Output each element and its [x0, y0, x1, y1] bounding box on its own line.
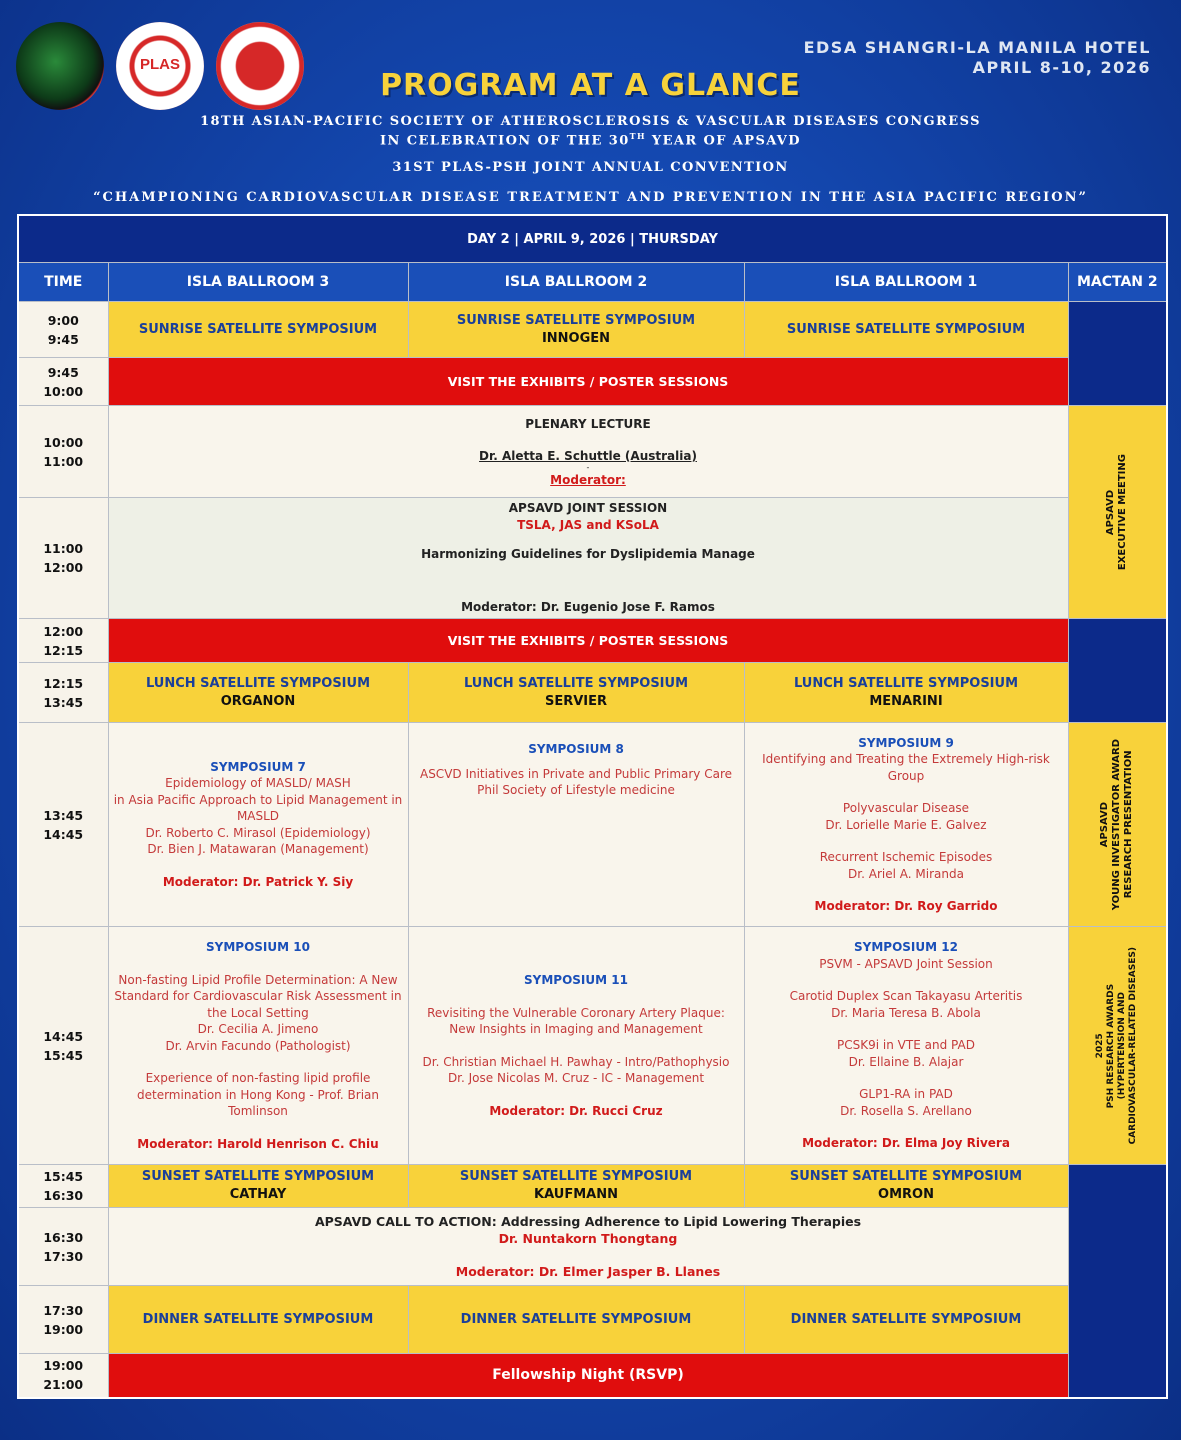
time-end: 16:30 [43, 1188, 84, 1203]
symposium-title: SYMPOSIUM 9 [858, 735, 954, 750]
sunset-b2 [408, 1165, 744, 1208]
sym12-l5: Dr. Ellaine B. Alajar [848, 1054, 964, 1069]
time-cell [18, 1208, 108, 1286]
schedule-table [17, 214, 1168, 1399]
time-end: 11:00 [43, 453, 84, 469]
time-end: 15:45 [43, 1047, 84, 1063]
time-start: 17:30 [43, 1302, 84, 1318]
row-1545 [18, 1165, 1167, 1208]
psh-l2: PSH RESEARCH AWARDS [1106, 983, 1117, 1108]
sym10-l3: Dr. Arvin Facundo (Pathologist) [165, 1038, 351, 1053]
mactan-empty-2 [1068, 619, 1167, 723]
row-1730 [18, 1286, 1167, 1354]
call-to-action [108, 1208, 1068, 1286]
yia-l1: APSAVD [1099, 801, 1111, 848]
mactan-psh-research-awards [1068, 927, 1167, 1165]
venue-dates: APRIL 8-10, 2026 [972, 58, 1151, 77]
lunch-label: LUNCH SATELLITE SYMPOSIUM [463, 675, 689, 691]
time-cell [18, 927, 108, 1165]
sym11-moderator: Moderator: Dr. Rucci Cruz [489, 1103, 663, 1118]
sunset-label: SUNSET SATELLITE SYMPOSIUM [789, 1169, 1023, 1184]
time-end: 13:45 [43, 694, 84, 710]
exhibits-bar: VISIT THE EXHIBITS / POSTER SESSIONS [108, 358, 1068, 406]
row-1900 [18, 1354, 1167, 1398]
time-start: 12:15 [43, 675, 84, 691]
symposium-11 [408, 927, 744, 1165]
sunrise-sponsor: INNOGEN [541, 330, 611, 346]
call-moderator: Moderator: Dr. Elmer Jasper B. Llanes [455, 1264, 721, 1279]
time-cell [18, 302, 108, 358]
row-1345 [18, 723, 1167, 927]
sym10-l4: Experience of non-fasting lipid profile determination in Hong Kong - Prof. Brian Tomlinson [136, 1071, 380, 1118]
sunrise-label: SUNRISE SATELLITE SYMPOSIUM [456, 312, 696, 328]
celebration-pre: IN CELEBRATION OF THE 30 [380, 133, 630, 149]
sym8-l1: ASCVD Initiatives in Private and Public Primary Care [419, 766, 733, 781]
apsavd-joint-session [108, 498, 1068, 619]
sym7-l1: Epidemiology of MASLD/ MASH [165, 776, 351, 791]
celebration-post: YEAR OF APSAVD [645, 133, 801, 149]
sunset-label: SUNSET SATELLITE SYMPOSIUM [459, 1169, 693, 1184]
sunset-b1 [744, 1165, 1068, 1208]
symposium-7 [108, 723, 408, 927]
mactan-executive-meeting [1068, 406, 1167, 619]
row-1445 [18, 927, 1167, 1165]
day-header: DAY 2 | APRIL 9, 2026 | THURSDAY [18, 215, 1167, 263]
row-1215 [18, 663, 1167, 723]
psh-l3: (HYPERTENSION AND [1117, 991, 1128, 1100]
psh-l4: CARDIOVASCULAR-RELATED DISEASES) [1128, 946, 1139, 1145]
celebration-line [0, 129, 1181, 148]
sym10-l1: Non-fasting Lipid Profile Determination: A New Standard for Cardiovascular Risk Assessment in the Local Setting [114, 972, 402, 1020]
sunset-b3 [108, 1165, 408, 1208]
time-end: 9:45 [47, 331, 79, 347]
mactan-empty-3 [1068, 1165, 1167, 1398]
time-start: 13:45 [43, 807, 84, 823]
col-isla-2: ISLA BALLROOM 2 [408, 263, 744, 302]
column-header-row [18, 263, 1167, 302]
symposium-9 [744, 723, 1068, 927]
sunset-sponsor: CATHAY [229, 1187, 287, 1202]
col-isla-3: ISLA BALLROOM 3 [108, 263, 408, 302]
exhibits-bar: VISIT THE EXHIBITS / POSTER SESSIONS [108, 619, 1068, 663]
sym9-l5: Dr. Ariel A. Miranda [848, 866, 964, 881]
joint-moderator: Moderator: Dr. Eugenio Jose F. Ramos [461, 600, 715, 614]
time-start: 19:00 [43, 1358, 84, 1374]
sym12-l4: PCSK9i in VTE and PAD [837, 1038, 975, 1053]
time-cell [18, 723, 108, 927]
sym9-moderator: Moderator: Dr. Roy Garrido [814, 899, 998, 913]
time-start: 9:45 [47, 364, 79, 380]
symposium-title: SYMPOSIUM 8 [528, 742, 624, 756]
page-title: PROGRAM AT A GLANCE [380, 68, 801, 103]
dinner-b1: DINNER SATELLITE SYMPOSIUM [744, 1286, 1068, 1354]
mactan-young-investigator [1068, 723, 1167, 927]
time-cell [18, 498, 108, 619]
sym7-moderator: Moderator: Dr. Patrick Y. Siy [162, 874, 354, 889]
col-isla-1: ISLA BALLROOM 1 [744, 263, 1068, 302]
lunch-sponsor: ORGANON [220, 693, 296, 709]
exec-l2: EXECUTIVE MEETING [1117, 453, 1129, 571]
yia-l3: RESEARCH PRESENTATION [1123, 750, 1135, 899]
row-0900 [18, 302, 1167, 358]
sym9-l3: Dr. Lorielle Marie E. Galvez [825, 817, 987, 832]
symposium-title: SYMPOSIUM 10 [206, 940, 310, 954]
sym8-l2: Phil Society of Lifestyle medicine [477, 783, 675, 797]
dinner-b2: DINNER SATELLITE SYMPOSIUM [408, 1286, 744, 1354]
sym12-l6: GLP1-RA in PAD [859, 1087, 953, 1102]
col-time: TIME [18, 263, 108, 302]
sunset-sponsor: OMRON [878, 1187, 934, 1202]
time-cell [18, 619, 108, 663]
time-cell [18, 1354, 108, 1398]
lunch-sponsor: MENARINI [869, 693, 943, 709]
convention-subtitle: 31ST PLAS-PSH JOINT ANNUAL CONVENTION [392, 160, 789, 175]
plenary-title: PLENARY LECTURE [525, 416, 651, 431]
sym10-l2: Dr. Cecilia A. Jimeno [197, 1022, 319, 1036]
sym12-l3: Dr. Maria Teresa B. Abola [831, 1005, 981, 1020]
dinner-b3: DINNER SATELLITE SYMPOSIUM [108, 1286, 408, 1354]
time-end: 17:30 [43, 1248, 84, 1264]
celebration-sup: TH [629, 131, 646, 141]
symposium-12 [744, 927, 1068, 1165]
time-end: 12:00 [43, 560, 84, 575]
call-title: APSAVD CALL TO ACTION: Addressing Adherence to Lipid Lowering Therapies [314, 1214, 862, 1229]
plenary-dash: - [586, 462, 590, 472]
mactan-empty-1 [1068, 302, 1167, 406]
joint-title: APSAVD JOINT SESSION [508, 501, 668, 515]
plenary-speaker: Dr. Aletta E. Schuttle (Australia) [479, 448, 697, 463]
time-end: 14:45 [43, 826, 84, 842]
time-end: 19:00 [43, 1321, 84, 1337]
fellowship-night: Fellowship Night (RSVP) [108, 1354, 1068, 1398]
row-1000 [18, 406, 1167, 498]
time-cell [18, 1286, 108, 1354]
symposium-8 [408, 723, 744, 927]
joint-orgs: TSLA, JAS and KSoLA [517, 518, 659, 532]
time-start: 10:00 [43, 434, 84, 450]
exec-l1: APSAVD [1105, 489, 1117, 535]
venue-name: EDSA SHANGRI-LA MANILA HOTEL [803, 38, 1151, 57]
sym11-l2: Dr. Christian Michael H. Pawhay - Intro/Pathophysio [422, 1054, 730, 1069]
sym7-l2: in Asia Pacific Approach to Lipid Management in MASLD [113, 792, 403, 824]
lunch-label: LUNCH SATELLITE SYMPOSIUM [145, 675, 371, 691]
sunrise-b1: SUNRISE SATELLITE SYMPOSIUM [744, 302, 1068, 358]
sym9-l2: Polyvascular Disease [842, 801, 970, 815]
sym12-moderator: Moderator: Dr. Elma Joy Rivera [802, 1136, 1010, 1151]
sunset-label: SUNSET SATELLITE SYMPOSIUM [141, 1169, 375, 1184]
sym11-l3: Dr. Jose Nicolas M. Cruz - IC - Management [447, 1071, 705, 1085]
time-cell [18, 663, 108, 723]
sym7-l4: Dr. Bien J. Matawaran (Management) [147, 842, 369, 857]
symposium-10 [108, 927, 408, 1165]
symposium-title: SYMPOSIUM 7 [210, 759, 306, 774]
sym9-l4: Recurrent Ischemic Episodes [819, 850, 993, 864]
lunch-b3 [108, 663, 408, 723]
time-start: 11:00 [43, 541, 84, 556]
time-cell [18, 1165, 108, 1208]
sym12-l1: PSVM - APSAVD Joint Session [819, 956, 993, 971]
sym12-l2: Carotid Duplex Scan Takayasu Arteritis [789, 989, 1023, 1004]
sunrise-b2 [408, 302, 744, 358]
lunch-sponsor: SERVIER [544, 693, 608, 709]
call-speaker: Dr. Nuntakorn Thongtang [498, 1231, 678, 1246]
time-start: 9:00 [47, 312, 79, 328]
plenary-moderator: Moderator: [550, 472, 626, 487]
time-end: 12:15 [43, 642, 84, 658]
col-mactan-2: MACTAN 2 [1068, 263, 1167, 302]
psh-l1: 2025 [1095, 1032, 1106, 1059]
plenary-lecture [108, 406, 1068, 498]
symposium-title: SYMPOSIUM 11 [524, 973, 628, 987]
lunch-b1 [744, 663, 1068, 723]
time-start: 12:00 [43, 623, 84, 639]
row-1630 [18, 1208, 1167, 1286]
congress-name: 18TH ASIAN-PACIFIC SOCIETY OF ATHEROSCLEROSIS & VASCULAR DISEASES CONGRESS [200, 114, 981, 129]
row-1200 [18, 619, 1167, 663]
sunset-sponsor: KAUFMANN [534, 1187, 618, 1202]
theme-line: “CHAMPIONING CARDIOVASCULAR DISEASE TREATMENT AND PREVENTION IN THE ASIA PACIFIC REGION” [93, 190, 1088, 205]
lunch-label: LUNCH SATELLITE SYMPOSIUM [793, 675, 1019, 691]
sym9-l1: Identifying and Treating the Extremely High-risk Group [762, 752, 1050, 783]
sunrise-b3: SUNRISE SATELLITE SYMPOSIUM [108, 302, 408, 358]
sym10-moderator: Moderator: Harold Henrison C. Chiu [137, 1136, 379, 1151]
time-start: 14:45 [43, 1028, 84, 1044]
time-start: 16:30 [43, 1229, 84, 1245]
sym11-l1: Revisiting the Vulnerable Coronary Artery Plaque: New Insights in Imaging and Management [427, 1005, 725, 1036]
time-cell [18, 406, 108, 498]
row-1100 [18, 498, 1167, 619]
joint-topic: Harmonizing Guidelines for Dyslipidemia Manage [421, 547, 755, 561]
sym12-l7: Dr. Rosella S. Arellano [840, 1103, 972, 1118]
time-end: 21:00 [43, 1377, 84, 1393]
time-cell [18, 358, 108, 406]
time-end: 10:00 [43, 383, 84, 399]
plas-logo-text: PLAS [139, 56, 180, 73]
congress-subtitle [0, 114, 1181, 148]
symposium-title: SYMPOSIUM 12 [854, 940, 958, 955]
yia-l2: YOUNG INVESTIGATOR AWARD [1111, 738, 1123, 911]
row-0945 [18, 358, 1167, 406]
sym7-l3: Dr. Roberto C. Mirasol (Epidemiology) [145, 825, 371, 840]
time-start: 15:45 [43, 1169, 84, 1184]
lunch-b2 [408, 663, 744, 723]
